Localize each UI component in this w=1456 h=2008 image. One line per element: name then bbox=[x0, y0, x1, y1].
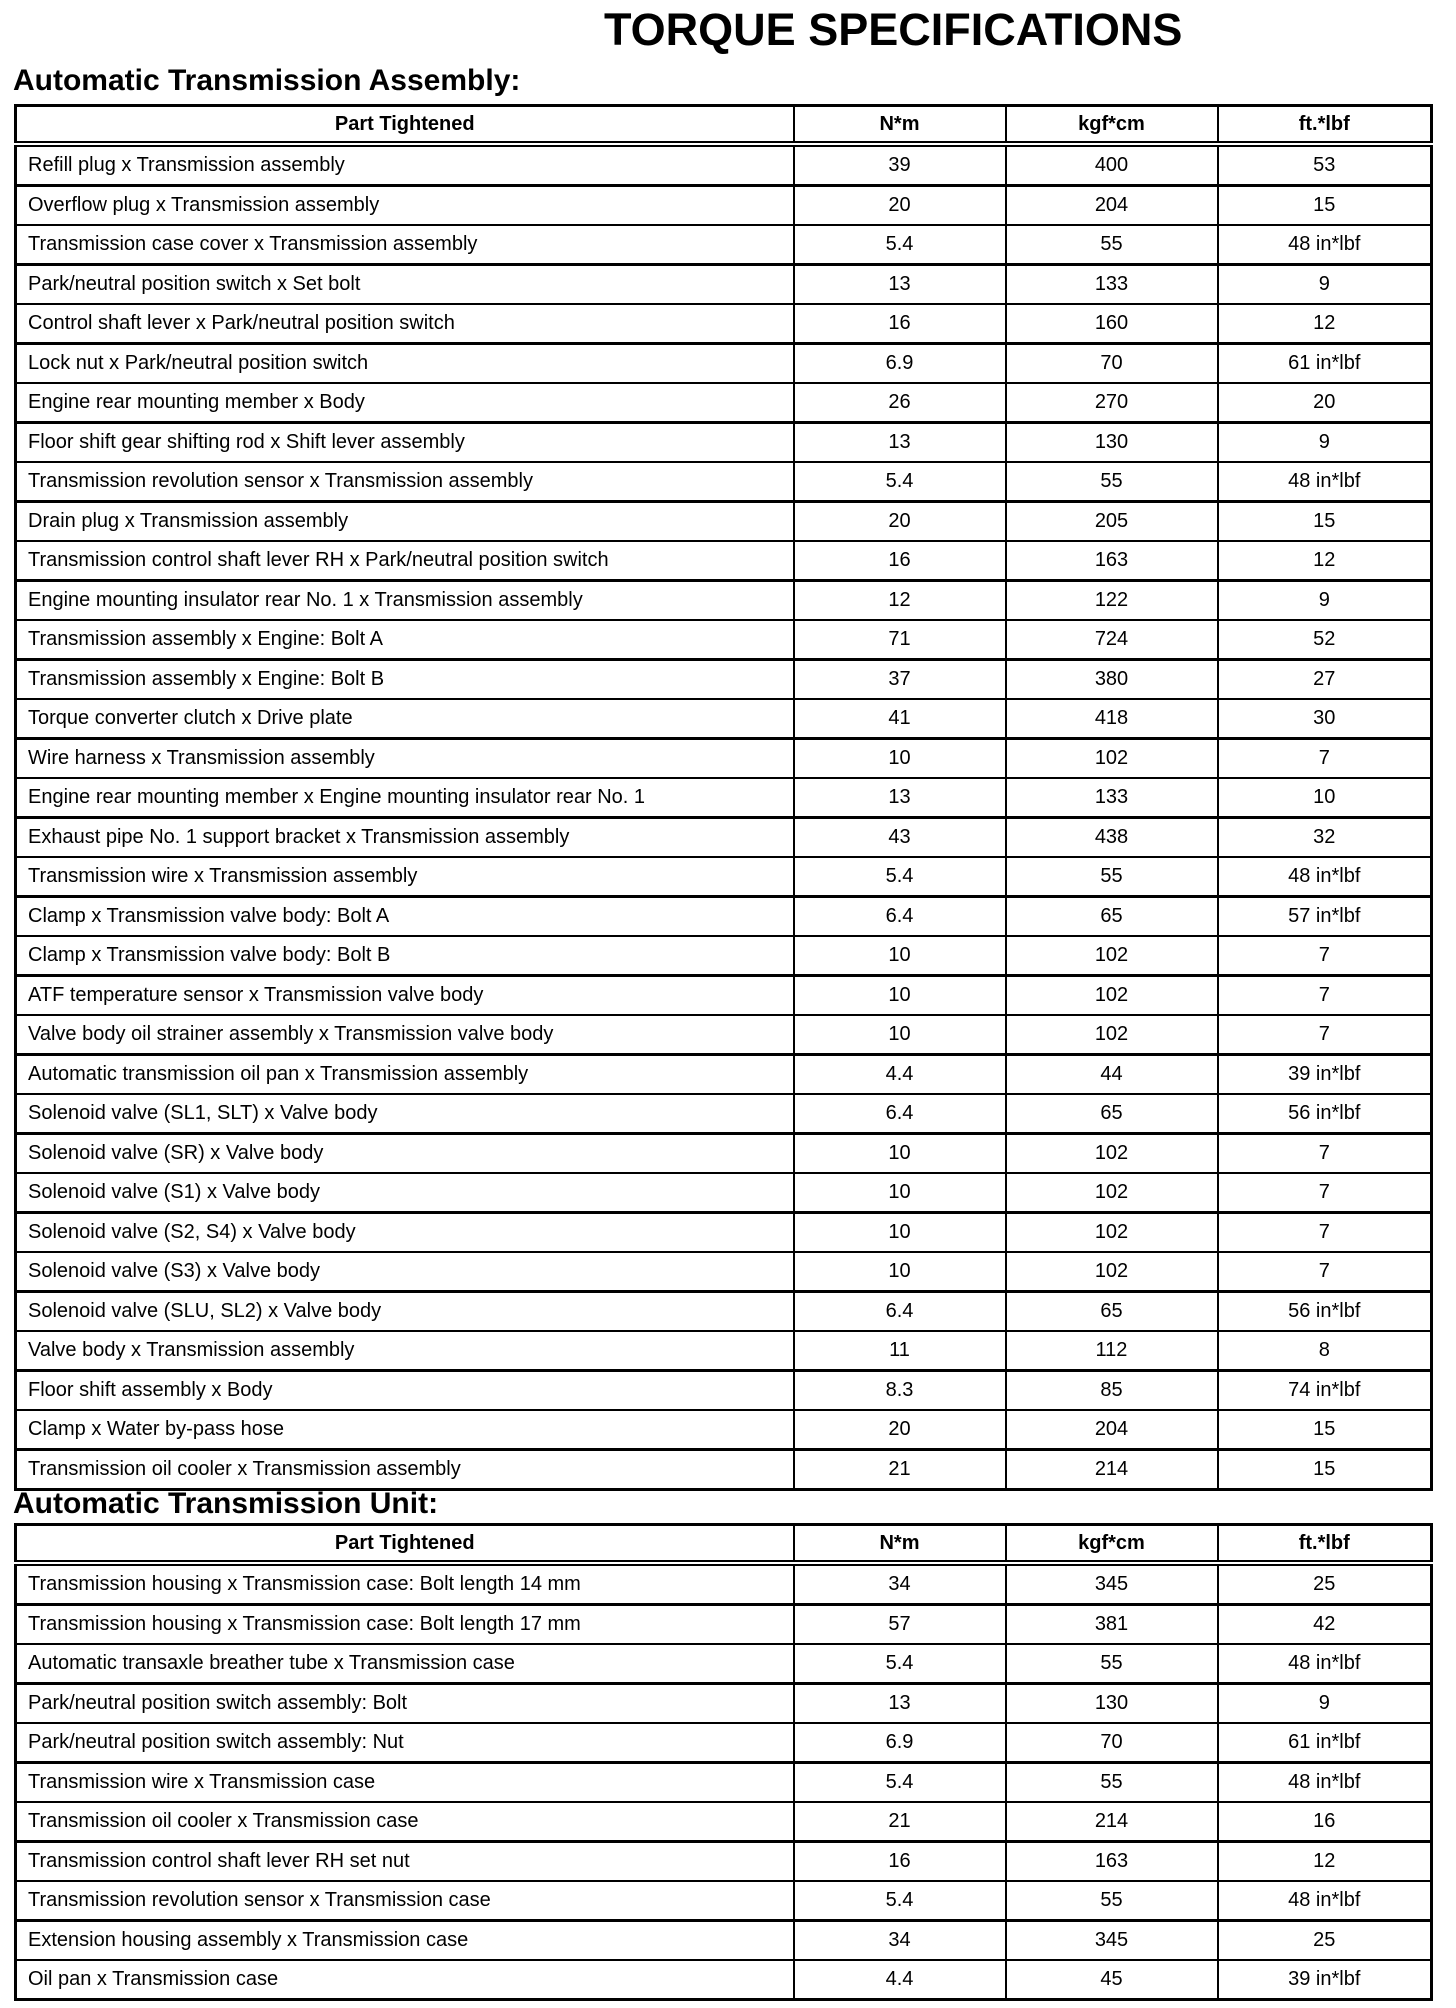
ft-lbf-cell: 7 bbox=[1218, 1213, 1432, 1253]
part-cell: Floor shift gear shifting rod x Shift lever assembly bbox=[16, 423, 794, 463]
nm-cell: 43 bbox=[794, 818, 1006, 858]
table-row bbox=[16, 581, 1432, 621]
nm-cell: 10 bbox=[794, 976, 1006, 1016]
torque-table-unit bbox=[14, 1523, 1433, 2001]
ft-lbf-cell: 30 bbox=[1218, 699, 1432, 739]
kgf-cm-cell: 102 bbox=[1006, 976, 1218, 1016]
part-cell: Solenoid valve (S1) x Valve body bbox=[16, 1173, 794, 1213]
column-header-kgf: kgf*cm bbox=[1006, 1525, 1218, 1564]
column-header-part: Part Tightened bbox=[16, 106, 794, 145]
column-header-part: Part Tightened bbox=[16, 1525, 794, 1564]
nm-cell: 6.4 bbox=[794, 897, 1006, 937]
part-cell: Transmission control shaft lever RH x Park/neutral position switch bbox=[16, 541, 794, 581]
nm-cell: 21 bbox=[794, 1802, 1006, 1842]
table-row bbox=[16, 1921, 1432, 1961]
ft-lbf-cell: 7 bbox=[1218, 1173, 1432, 1213]
ft-lbf-cell: 9 bbox=[1218, 265, 1432, 305]
kgf-cm-cell: 102 bbox=[1006, 1252, 1218, 1292]
part-cell: Transmission housing x Transmission case: Bolt length 14 mm bbox=[16, 1563, 794, 1605]
part-cell: Transmission revolution sensor x Transmission assembly bbox=[16, 462, 794, 502]
column-header-nm: N*m bbox=[794, 1525, 1006, 1564]
nm-cell: 16 bbox=[794, 1842, 1006, 1882]
kgf-cm-cell: 205 bbox=[1006, 502, 1218, 542]
nm-cell: 20 bbox=[794, 502, 1006, 542]
table-row bbox=[16, 304, 1432, 344]
ft-lbf-cell: 15 bbox=[1218, 1410, 1432, 1450]
part-cell: Transmission wire x Transmission assembly bbox=[16, 857, 794, 897]
table-row bbox=[16, 1763, 1432, 1803]
ft-lbf-cell: 53 bbox=[1218, 144, 1432, 186]
part-cell: Park/neutral position switch assembly: Bolt bbox=[16, 1684, 794, 1724]
ft-lbf-cell: 25 bbox=[1218, 1563, 1432, 1605]
kgf-cm-cell: 270 bbox=[1006, 383, 1218, 423]
part-cell: Solenoid valve (S3) x Valve body bbox=[16, 1252, 794, 1292]
part-cell: Automatic transaxle breather tube x Transmission case bbox=[16, 1644, 794, 1684]
table-row bbox=[16, 699, 1432, 739]
column-header-ft: ft.*lbf bbox=[1218, 106, 1432, 145]
nm-cell: 26 bbox=[794, 383, 1006, 423]
kgf-cm-cell: 160 bbox=[1006, 304, 1218, 344]
ft-lbf-cell: 12 bbox=[1218, 541, 1432, 581]
nm-cell: 6.9 bbox=[794, 344, 1006, 384]
table-row bbox=[16, 1450, 1432, 1490]
nm-cell: 21 bbox=[794, 1450, 1006, 1490]
kgf-cm-cell: 70 bbox=[1006, 344, 1218, 384]
part-cell: Refill plug x Transmission assembly bbox=[16, 144, 794, 186]
ft-lbf-cell: 56 in*lbf bbox=[1218, 1292, 1432, 1332]
nm-cell: 11 bbox=[794, 1331, 1006, 1371]
column-header-kgf: kgf*cm bbox=[1006, 106, 1218, 145]
ft-lbf-cell: 9 bbox=[1218, 1684, 1432, 1724]
table-row bbox=[16, 344, 1432, 384]
part-cell: Exhaust pipe No. 1 support bracket x Transmission assembly bbox=[16, 818, 794, 858]
table-header bbox=[16, 1525, 1432, 1564]
nm-cell: 10 bbox=[794, 739, 1006, 779]
nm-cell: 71 bbox=[794, 620, 1006, 660]
ft-lbf-cell: 25 bbox=[1218, 1921, 1432, 1961]
kgf-cm-cell: 214 bbox=[1006, 1450, 1218, 1490]
kgf-cm-cell: 102 bbox=[1006, 1213, 1218, 1253]
kgf-cm-cell: 163 bbox=[1006, 541, 1218, 581]
nm-cell: 10 bbox=[794, 1252, 1006, 1292]
table-row bbox=[16, 1802, 1432, 1842]
nm-cell: 10 bbox=[794, 1134, 1006, 1174]
table-row bbox=[16, 1094, 1432, 1134]
ft-lbf-cell: 9 bbox=[1218, 581, 1432, 621]
part-cell: Clamp x Water by-pass hose bbox=[16, 1410, 794, 1450]
table-row bbox=[16, 1563, 1432, 1605]
part-cell: ATF temperature sensor x Transmission valve body bbox=[16, 976, 794, 1016]
nm-cell: 5.4 bbox=[794, 225, 1006, 265]
ft-lbf-cell: 15 bbox=[1218, 186, 1432, 226]
table-row bbox=[16, 1173, 1432, 1213]
nm-cell: 34 bbox=[794, 1563, 1006, 1605]
ft-lbf-cell: 39 in*lbf bbox=[1218, 1960, 1432, 2000]
kgf-cm-cell: 381 bbox=[1006, 1605, 1218, 1645]
kgf-cm-cell: 102 bbox=[1006, 1015, 1218, 1055]
part-cell: Solenoid valve (SR) x Valve body bbox=[16, 1134, 794, 1174]
ft-lbf-cell: 42 bbox=[1218, 1605, 1432, 1645]
ft-lbf-cell: 15 bbox=[1218, 1450, 1432, 1490]
part-cell: Drain plug x Transmission assembly bbox=[16, 502, 794, 542]
kgf-cm-cell: 130 bbox=[1006, 423, 1218, 463]
nm-cell: 16 bbox=[794, 304, 1006, 344]
ft-lbf-cell: 52 bbox=[1218, 620, 1432, 660]
kgf-cm-cell: 102 bbox=[1006, 1134, 1218, 1174]
nm-cell: 4.4 bbox=[794, 1055, 1006, 1095]
kgf-cm-cell: 55 bbox=[1006, 225, 1218, 265]
part-cell: Extension housing assembly x Transmission case bbox=[16, 1921, 794, 1961]
kgf-cm-cell: 55 bbox=[1006, 1763, 1218, 1803]
part-cell: Solenoid valve (SL1, SLT) x Valve body bbox=[16, 1094, 794, 1134]
table-row bbox=[16, 1605, 1432, 1645]
kgf-cm-cell: 130 bbox=[1006, 1684, 1218, 1724]
part-cell: Torque converter clutch x Drive plate bbox=[16, 699, 794, 739]
kgf-cm-cell: 45 bbox=[1006, 1960, 1218, 2000]
part-cell: Transmission assembly x Engine: Bolt B bbox=[16, 660, 794, 700]
ft-lbf-cell: 8 bbox=[1218, 1331, 1432, 1371]
nm-cell: 10 bbox=[794, 1015, 1006, 1055]
part-cell: Automatic transmission oil pan x Transmission assembly bbox=[16, 1055, 794, 1095]
table-body bbox=[16, 144, 1432, 1490]
table-row bbox=[16, 936, 1432, 976]
part-cell: Transmission oil cooler x Transmission assembly bbox=[16, 1450, 794, 1490]
kgf-cm-cell: 204 bbox=[1006, 1410, 1218, 1450]
nm-cell: 8.3 bbox=[794, 1371, 1006, 1411]
part-cell: Park/neutral position switch x Set bolt bbox=[16, 265, 794, 305]
nm-cell: 6.4 bbox=[794, 1094, 1006, 1134]
kgf-cm-cell: 380 bbox=[1006, 660, 1218, 700]
kgf-cm-cell: 122 bbox=[1006, 581, 1218, 621]
table-header bbox=[16, 106, 1432, 145]
ft-lbf-cell: 10 bbox=[1218, 778, 1432, 818]
ft-lbf-cell: 7 bbox=[1218, 976, 1432, 1016]
table-row bbox=[16, 502, 1432, 542]
nm-cell: 5.4 bbox=[794, 1881, 1006, 1921]
part-cell: Transmission wire x Transmission case bbox=[16, 1763, 794, 1803]
ft-lbf-cell: 56 in*lbf bbox=[1218, 1094, 1432, 1134]
nm-cell: 10 bbox=[794, 936, 1006, 976]
kgf-cm-cell: 133 bbox=[1006, 778, 1218, 818]
part-cell: Floor shift assembly x Body bbox=[16, 1371, 794, 1411]
part-cell: Engine rear mounting member x Engine mounting insulator rear No. 1 bbox=[16, 778, 794, 818]
part-cell: Valve body oil strainer assembly x Transmission valve body bbox=[16, 1015, 794, 1055]
nm-cell: 20 bbox=[794, 186, 1006, 226]
kgf-cm-cell: 55 bbox=[1006, 462, 1218, 502]
part-cell: Transmission housing x Transmission case: Bolt length 17 mm bbox=[16, 1605, 794, 1645]
kgf-cm-cell: 214 bbox=[1006, 1802, 1218, 1842]
kgf-cm-cell: 133 bbox=[1006, 265, 1218, 305]
part-cell: Transmission case cover x Transmission assembly bbox=[16, 225, 794, 265]
table-row bbox=[16, 1213, 1432, 1253]
table-row bbox=[16, 739, 1432, 779]
table-row bbox=[16, 897, 1432, 937]
nm-cell: 13 bbox=[794, 423, 1006, 463]
kgf-cm-cell: 85 bbox=[1006, 1371, 1218, 1411]
table-row bbox=[16, 857, 1432, 897]
part-cell: Engine rear mounting member x Body bbox=[16, 383, 794, 423]
part-cell: Transmission control shaft lever RH set nut bbox=[16, 1842, 794, 1882]
table-row bbox=[16, 541, 1432, 581]
nm-cell: 57 bbox=[794, 1605, 1006, 1645]
table-row bbox=[16, 144, 1432, 186]
kgf-cm-cell: 400 bbox=[1006, 144, 1218, 186]
part-cell: Transmission revolution sensor x Transmission case bbox=[16, 1881, 794, 1921]
nm-cell: 12 bbox=[794, 581, 1006, 621]
ft-lbf-cell: 48 in*lbf bbox=[1218, 857, 1432, 897]
table-row bbox=[16, 818, 1432, 858]
nm-cell: 4.4 bbox=[794, 1960, 1006, 2000]
nm-cell: 13 bbox=[794, 778, 1006, 818]
nm-cell: 5.4 bbox=[794, 1763, 1006, 1803]
part-cell: Oil pan x Transmission case bbox=[16, 1960, 794, 2000]
table-row bbox=[16, 265, 1432, 305]
ft-lbf-cell: 12 bbox=[1218, 1842, 1432, 1882]
part-cell: Lock nut x Park/neutral position switch bbox=[16, 344, 794, 384]
table-row bbox=[16, 1371, 1432, 1411]
table-row bbox=[16, 1723, 1432, 1763]
kgf-cm-cell: 204 bbox=[1006, 186, 1218, 226]
kgf-cm-cell: 102 bbox=[1006, 1173, 1218, 1213]
part-cell: Solenoid valve (S2, S4) x Valve body bbox=[16, 1213, 794, 1253]
ft-lbf-cell: 48 in*lbf bbox=[1218, 1881, 1432, 1921]
kgf-cm-cell: 44 bbox=[1006, 1055, 1218, 1095]
part-cell: Overflow plug x Transmission assembly bbox=[16, 186, 794, 226]
table-row bbox=[16, 1410, 1432, 1450]
nm-cell: 37 bbox=[794, 660, 1006, 700]
ft-lbf-cell: 16 bbox=[1218, 1802, 1432, 1842]
table-row bbox=[16, 620, 1432, 660]
ft-lbf-cell: 48 in*lbf bbox=[1218, 462, 1432, 502]
ft-lbf-cell: 39 in*lbf bbox=[1218, 1055, 1432, 1095]
table-row bbox=[16, 1134, 1432, 1174]
table-row bbox=[16, 462, 1432, 502]
section-heading-assembly: Automatic Transmission Assembly: bbox=[13, 64, 521, 97]
table-row bbox=[16, 1960, 1432, 2000]
table-row bbox=[16, 1644, 1432, 1684]
kgf-cm-cell: 438 bbox=[1006, 818, 1218, 858]
part-cell: Control shaft lever x Park/neutral position switch bbox=[16, 304, 794, 344]
nm-cell: 41 bbox=[794, 699, 1006, 739]
part-cell: Valve body x Transmission assembly bbox=[16, 1331, 794, 1371]
kgf-cm-cell: 55 bbox=[1006, 1644, 1218, 1684]
kgf-cm-cell: 65 bbox=[1006, 1094, 1218, 1134]
column-header-nm: N*m bbox=[794, 106, 1006, 145]
kgf-cm-cell: 55 bbox=[1006, 1881, 1218, 1921]
section-heading-unit: Automatic Transmission Unit: bbox=[13, 1487, 439, 1520]
table-row bbox=[16, 186, 1432, 226]
kgf-cm-cell: 724 bbox=[1006, 620, 1218, 660]
nm-cell: 39 bbox=[794, 144, 1006, 186]
table-row bbox=[16, 1331, 1432, 1371]
part-cell: Engine mounting insulator rear No. 1 x Transmission assembly bbox=[16, 581, 794, 621]
table-row bbox=[16, 383, 1432, 423]
table-row bbox=[16, 660, 1432, 700]
ft-lbf-cell: 7 bbox=[1218, 1015, 1432, 1055]
ft-lbf-cell: 20 bbox=[1218, 383, 1432, 423]
ft-lbf-cell: 9 bbox=[1218, 423, 1432, 463]
ft-lbf-cell: 48 in*lbf bbox=[1218, 1644, 1432, 1684]
part-cell: Clamp x Transmission valve body: Bolt B bbox=[16, 936, 794, 976]
table-row bbox=[16, 1881, 1432, 1921]
part-cell: Transmission assembly x Engine: Bolt A bbox=[16, 620, 794, 660]
nm-cell: 6.4 bbox=[794, 1292, 1006, 1332]
part-cell: Wire harness x Transmission assembly bbox=[16, 739, 794, 779]
part-cell: Clamp x Transmission valve body: Bolt A bbox=[16, 897, 794, 937]
kgf-cm-cell: 102 bbox=[1006, 739, 1218, 779]
ft-lbf-cell: 61 in*lbf bbox=[1218, 1723, 1432, 1763]
table-row bbox=[16, 1015, 1432, 1055]
table-row bbox=[16, 1842, 1432, 1882]
table-row bbox=[16, 778, 1432, 818]
ft-lbf-cell: 7 bbox=[1218, 1252, 1432, 1292]
table-row bbox=[16, 1252, 1432, 1292]
kgf-cm-cell: 70 bbox=[1006, 1723, 1218, 1763]
table-row bbox=[16, 1684, 1432, 1724]
ft-lbf-cell: 48 in*lbf bbox=[1218, 225, 1432, 265]
ft-lbf-cell: 32 bbox=[1218, 818, 1432, 858]
torque-table-assembly bbox=[14, 104, 1433, 1491]
ft-lbf-cell: 7 bbox=[1218, 936, 1432, 976]
part-cell: Park/neutral position switch assembly: Nut bbox=[16, 1723, 794, 1763]
ft-lbf-cell: 15 bbox=[1218, 502, 1432, 542]
nm-cell: 5.4 bbox=[794, 1644, 1006, 1684]
kgf-cm-cell: 65 bbox=[1006, 897, 1218, 937]
kgf-cm-cell: 112 bbox=[1006, 1331, 1218, 1371]
ft-lbf-cell: 74 in*lbf bbox=[1218, 1371, 1432, 1411]
table-row bbox=[16, 976, 1432, 1016]
kgf-cm-cell: 345 bbox=[1006, 1921, 1218, 1961]
table-row bbox=[16, 225, 1432, 265]
table-row bbox=[16, 1292, 1432, 1332]
nm-cell: 13 bbox=[794, 1684, 1006, 1724]
nm-cell: 5.4 bbox=[794, 857, 1006, 897]
nm-cell: 5.4 bbox=[794, 462, 1006, 502]
kgf-cm-cell: 65 bbox=[1006, 1292, 1218, 1332]
nm-cell: 20 bbox=[794, 1410, 1006, 1450]
part-cell: Transmission oil cooler x Transmission case bbox=[16, 1802, 794, 1842]
nm-cell: 10 bbox=[794, 1213, 1006, 1253]
part-cell: Solenoid valve (SLU, SL2) x Valve body bbox=[16, 1292, 794, 1332]
ft-lbf-cell: 48 in*lbf bbox=[1218, 1763, 1432, 1803]
ft-lbf-cell: 27 bbox=[1218, 660, 1432, 700]
kgf-cm-cell: 55 bbox=[1006, 857, 1218, 897]
kgf-cm-cell: 163 bbox=[1006, 1842, 1218, 1882]
nm-cell: 16 bbox=[794, 541, 1006, 581]
ft-lbf-cell: 57 in*lbf bbox=[1218, 897, 1432, 937]
table-row bbox=[16, 423, 1432, 463]
nm-cell: 6.9 bbox=[794, 1723, 1006, 1763]
nm-cell: 34 bbox=[794, 1921, 1006, 1961]
ft-lbf-cell: 7 bbox=[1218, 739, 1432, 779]
page-title: TORQUE SPECIFICATIONS bbox=[604, 4, 1183, 55]
kgf-cm-cell: 102 bbox=[1006, 936, 1218, 976]
nm-cell: 10 bbox=[794, 1173, 1006, 1213]
column-header-ft: ft.*lbf bbox=[1218, 1525, 1432, 1564]
ft-lbf-cell: 7 bbox=[1218, 1134, 1432, 1174]
table-row bbox=[16, 1055, 1432, 1095]
table-body bbox=[16, 1563, 1432, 2000]
ft-lbf-cell: 61 in*lbf bbox=[1218, 344, 1432, 384]
nm-cell: 13 bbox=[794, 265, 1006, 305]
ft-lbf-cell: 12 bbox=[1218, 304, 1432, 344]
kgf-cm-cell: 418 bbox=[1006, 699, 1218, 739]
kgf-cm-cell: 345 bbox=[1006, 1563, 1218, 1605]
